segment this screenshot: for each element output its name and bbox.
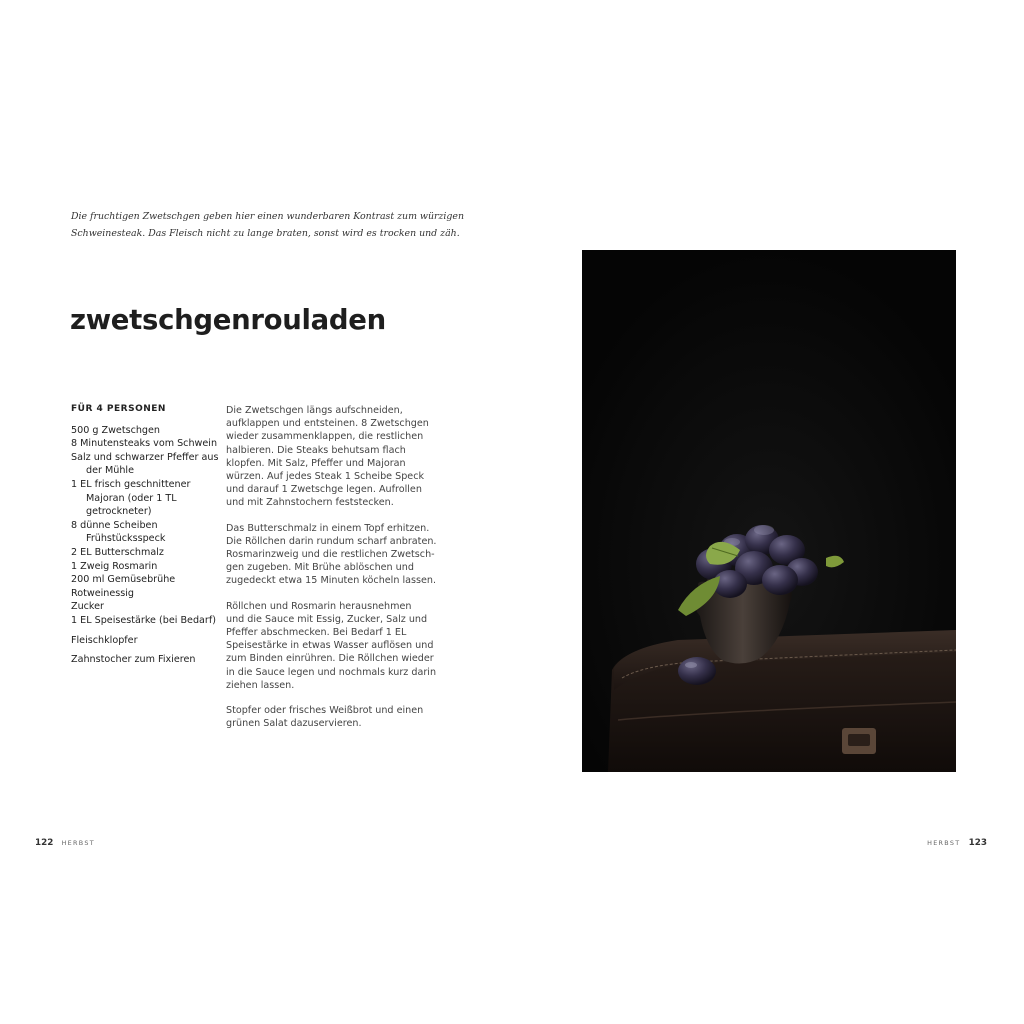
ingredient-item: 1 EL frisch geschnittener Majoran (oder 1 TL getrockneter) <box>71 478 191 518</box>
section-label-left: HERBST <box>61 839 95 847</box>
tool-item: Zahnstocher zum Fixieren <box>71 654 196 666</box>
ingredient-list <box>71 424 221 667</box>
ingredient-item: 8 Minutensteaks vom Schwein <box>71 438 218 450</box>
section-label-right: HERBST <box>927 839 961 847</box>
intro-line: Schweinesteak. Das Fleisch nicht zu lange braten, sonst wird es trocken und zäh. <box>71 228 460 239</box>
method-line: gen zugeben. Mit Brühe ablöschen und <box>226 562 414 574</box>
ingredient-item: 500 g Zwetschgen <box>71 424 161 436</box>
method-line: Die Röllchen darin rundum scharf anbraten. <box>226 535 437 547</box>
method-line: Rosmarinzweig und die restlichen Zwetsch- <box>226 549 435 561</box>
intro-line: Die fruchtigen Zwetschgen geben hier einen wunderbaren Kontrast zum würzigen <box>71 211 465 222</box>
ingredient-item: 1 Zweig Rosmarin <box>71 560 158 572</box>
method-step-2 <box>226 522 446 588</box>
method-line: Röllchen und Rosmarin herausnehmen <box>226 600 412 612</box>
intro-text <box>71 208 465 242</box>
ingredient-item: 200 ml Gemüsebrühe <box>71 574 176 586</box>
method-line: aufklappen und entsteinen. 8 Zwetschgen <box>226 418 429 430</box>
page-number-right: 123 <box>968 838 987 848</box>
plum-bowl-illustration <box>582 250 956 772</box>
method-line: zugedeckt etwa 15 Minuten köcheln lassen. <box>226 575 437 587</box>
recipe-title: zwetschgenrouladen <box>70 304 386 336</box>
method-step-4 <box>226 704 446 730</box>
method-line: zum Binden einrühren. Die Röllchen wieder <box>226 653 434 665</box>
ingredients-column <box>71 403 221 667</box>
folio-right <box>927 838 987 848</box>
method-line: klopfen. Mit Salz, Pfeffer und Majoran <box>226 457 406 469</box>
method-line: Speisestärke in etwas Wasser auflösen und <box>226 640 434 652</box>
method-line: halbieren. Die Steaks behutsam flach <box>226 444 406 456</box>
method-line: und die Sauce mit Essig, Zucker, Salz und <box>226 613 428 625</box>
method-line: ziehen lassen. <box>226 679 295 691</box>
method-step-1 <box>226 404 446 510</box>
ingredient-item: 1 EL Speisestärke (bei Bedarf) <box>71 614 216 626</box>
method-line: grünen Salat dazuservieren. <box>226 718 362 730</box>
method-line: würzen. Auf jedes Steak 1 Scheibe Speck <box>226 471 425 483</box>
method-column <box>226 404 446 742</box>
page-number-left: 122 <box>35 838 54 848</box>
method-line: in die Sauce legen und nochmals kurz darin <box>226 666 437 678</box>
tool-item: Fleischklopfer <box>71 634 138 646</box>
ingredient-item: Zucker <box>71 601 104 613</box>
ingredient-item: 8 dünne Scheiben Frühstücksspeck <box>71 519 166 545</box>
method-step-3 <box>226 600 446 692</box>
method-line: Stopfer oder frisches Weißbrot und einen <box>226 705 424 717</box>
recipe-photo <box>582 250 956 772</box>
ingredient-item: Rotweinessig <box>71 587 135 599</box>
method-line: wieder zusammenklappen, die restlichen <box>226 431 424 443</box>
method-line: Die Zwetschgen längs aufschneiden, <box>226 405 403 416</box>
method-line: und darauf 1 Zwetschge legen. Aufrollen <box>226 484 422 496</box>
ingredient-item: Salz und schwarzer Pfeffer aus der Mühle <box>71 451 219 477</box>
folio-left <box>35 838 95 848</box>
method-line: und mit Zahnstochern feststecken. <box>226 497 394 509</box>
servings-heading: FÜR 4 PERSONEN <box>71 404 166 414</box>
method-line: Pfeffer abschmecken. Bei Bedarf 1 EL <box>226 627 407 639</box>
ingredient-item: 2 EL Butterschmalz <box>71 546 164 558</box>
method-line: Das Butterschmalz in einem Topf erhitzen. <box>226 522 430 534</box>
